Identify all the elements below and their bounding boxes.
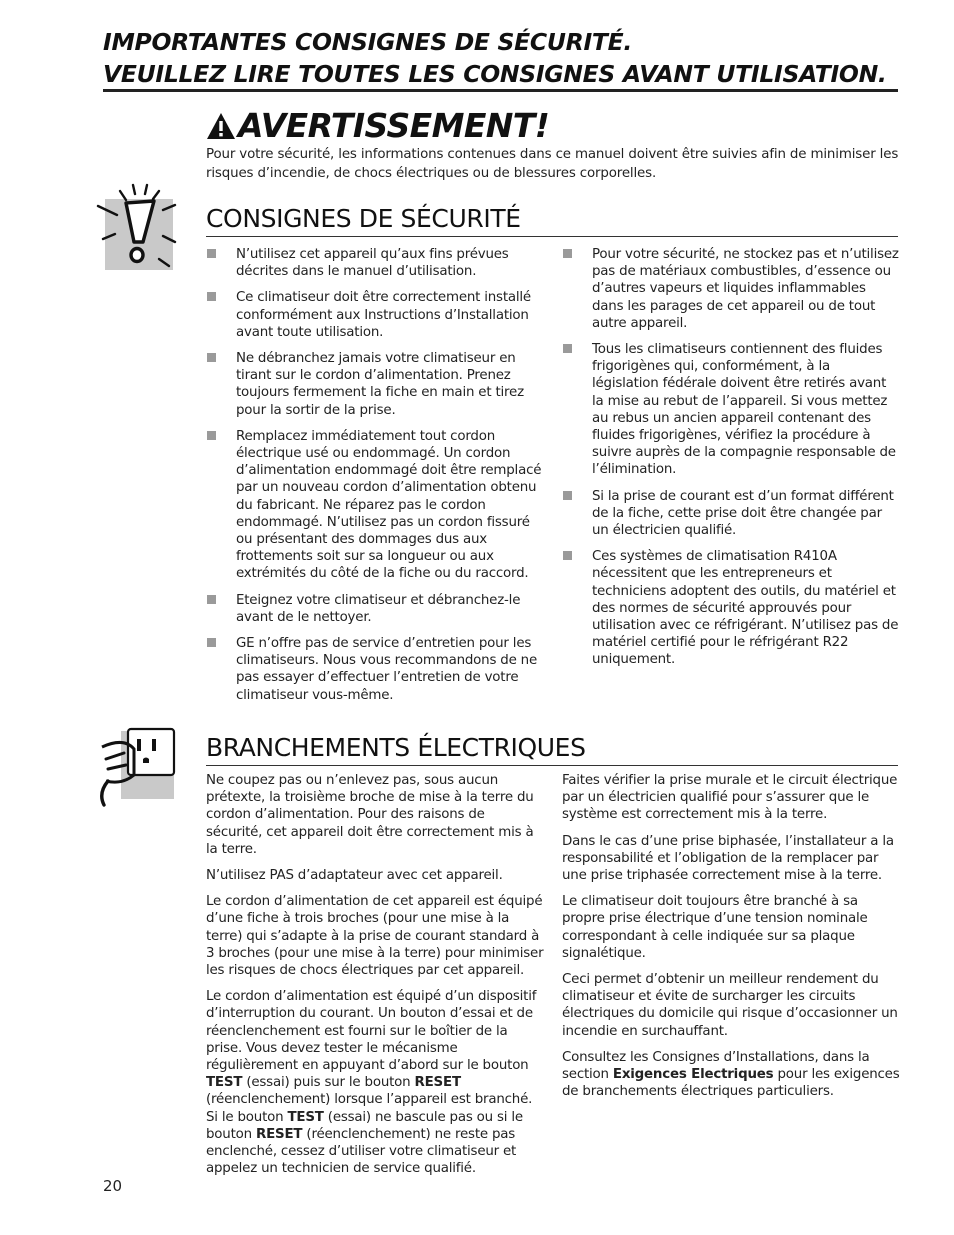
- bullet-square-icon: [207, 353, 216, 362]
- warning-triangle-icon: [206, 112, 236, 140]
- electrical-right-column: [562, 772, 900, 1109]
- list-item: Si la prise de courant est d’un format différent de la fiche, cette prise doit être changée par un électricien qualifié.: [562, 488, 900, 540]
- bullet-square-icon: [207, 249, 216, 258]
- paragraph: Le climatiseur doit toujours être branché à sa propre prise électrique d’une tension nominale correspondant à celle indiquée sur sa plaque signalétique.: [562, 894, 868, 961]
- bullet-square-icon: [207, 595, 216, 604]
- bullet-square-icon: [207, 638, 216, 647]
- list-item: Pour votre sécurité, ne stockez pas et n’utilisez pas de matériaux combustibles, d’essence ou d’autres vapeurs et liquides inflammables dans les parages de cet appareil ou de tout autre appareil.: [562, 246, 900, 332]
- bullet-square-icon: [207, 292, 216, 301]
- bullet-square-icon: [563, 551, 572, 560]
- header-line-2: VEUILLEZ LIRE TOUTES LES CONSIGNES AVANT UTILISATION.: [103, 60, 887, 88]
- list-item: Remplacez immédiatement tout cordon électrique usé ou endommagé. Un cordon d’alimentation endommagé doit être remplacé par un nouveau cordon d’alimentation obtenu du fabricant. Ne réparez pas le cordon endommagé. N’utilisez pas un cordon fissuré ou présentant des dommages dus aux frottements soit sur sa longueur ou aux extrémités du côté de la fiche ou du raccord.: [206, 428, 544, 583]
- safety-section-divider: [206, 236, 898, 237]
- warning-title: [206, 106, 549, 146]
- paragraph: Le cordon d’alimentation est équipé d’un dispositif d’interruption du courant. Un bouton d’essai et de réenclenchement est fourni sur le boîtier de la prise. Vous devez tester le mécanisme régulièrement en appuyant d’abord sur le bouton TEST (essai) puis sur le bouton RESET (réenclenchement) lorsque l’appareil est branché. Si le bouton TEST (essai) ne bascule pas ou si le bouton RESET (réenclenchement) ne reste pas enclenché, cessez d’utiliser votre climatiseur et appelez un technicien de service qualifié.: [206, 989, 537, 1177]
- electrical-section-title: BRANCHEMENTS ÉLECTRIQUES: [206, 733, 586, 762]
- safety-section-title: CONSIGNES DE SÉCURITÉ: [206, 204, 521, 233]
- list-item: N’utilisez cet appareil qu’aux fins prévues décrites dans le manuel d’utilisation.: [206, 246, 544, 280]
- warning-title-text: AVERTISSEMENT!: [238, 106, 550, 145]
- page-header: [103, 26, 898, 90]
- warning-intro: Pour votre sécurité, les informations contenues dans ce manuel doivent être suivies afin de minimiser les risques d’incendie, de chocs électriques ou de blessures corporelles.: [206, 147, 899, 181]
- header-line-1: IMPORTANTES CONSIGNES DE SÉCURITÉ.: [103, 28, 632, 56]
- paragraph: Ne coupez pas ou n’enlevez pas, sous aucun prétexte, la troisième broche de mise à la terre du cordon d’alimentation. Pour des raisons de sécurité, cet appareil doit être correctement mis à la terre.: [206, 773, 534, 857]
- paragraph: Le cordon d’alimentation de cet appareil est équipé d’une fiche à trois broches (pour une mise à la terre) qui s’adapte à la prise de courant standard à 3 broches (pour une mise à la terre) pour minimiser les risques de chocs électriques par cet appareil.: [206, 894, 544, 979]
- power-plug-outlet-icon: [121, 731, 174, 799]
- list-item: Ne débranchez jamais votre climatiseur en tirant sur le cordon d’alimentation. Prenez toujours fermement la fiche en main et tirez pour la sortir de la prise.: [206, 350, 544, 419]
- bullet-square-icon: [563, 344, 572, 353]
- paragraph: Ceci permet d’obtenir un meilleur rendement du climatiseur et évite de surcharger les circuits électriques du domicile qui risque d’occasionner un incendie en surchauffant.: [562, 972, 898, 1039]
- safety-right-column: [562, 246, 900, 678]
- bullet-square-icon: [207, 431, 216, 440]
- bullet-square-icon: [563, 491, 572, 500]
- page-number: 20: [103, 1177, 123, 1195]
- list-item: Eteignez votre climatiseur et débranchez-le avant de le nettoyer.: [206, 592, 544, 626]
- electrical-left-column: [206, 772, 544, 1186]
- paragraph: Faites vérifier la prise murale et le circuit électrique par un électricien qualifié pour s’assurer que le système est correctement mis à la terre.: [562, 773, 898, 823]
- electrical-section-divider: [206, 765, 898, 766]
- paragraph: Consultez les Consignes d’Installations, dans la section Exigences Electriques pour les exigences de branchements électriques particuliers.: [562, 1049, 900, 1100]
- list-item: Ces systèmes de climatisation R410A nécessitent que les entrepreneurs et techniciens adoptent des outils, du matériel et des normes de sécurité approuvés pour utilisation avec ce réfrigérant. N’utilisez pas de matériel certifié pour le réfrigérant R22 uniquement.: [562, 548, 900, 668]
- header-divider: [103, 89, 898, 92]
- safety-left-column: [206, 246, 544, 713]
- exclamation-alert-icon: [105, 199, 173, 270]
- paragraph: N’utilisez PAS d’adaptateur avec cet appareil.: [206, 868, 503, 884]
- paragraph: Dans le cas d’une prise biphasée, l’installateur a la responsabilité et l’obligation de la remplacer par une prise triphasée correctement mise à la terre.: [562, 833, 894, 884]
- list-item: GE n’offre pas de service d’entretien pour les climatiseurs. Nous vous recommandons de ne pas essayer d’effectuer l’entretien de votre climatiseur vous-même.: [206, 635, 544, 704]
- list-item: Ce climatiseur doit être correctement installé conformément aux Instructions d’Installation avant toute utilisation.: [206, 289, 544, 341]
- bullet-square-icon: [563, 249, 572, 258]
- list-item: Tous les climatiseurs contiennent des fluides frigorigènes qui, conformément, à la législation fédérale doivent être retirés avant la mise au rebut de l’appareil. Si vous mettez au rebus un ancien appareil contenant des fluides frigorigènes, vérifiez la procédure à suivre auprès de la compagnie responsable de l’élimination.: [562, 341, 900, 479]
